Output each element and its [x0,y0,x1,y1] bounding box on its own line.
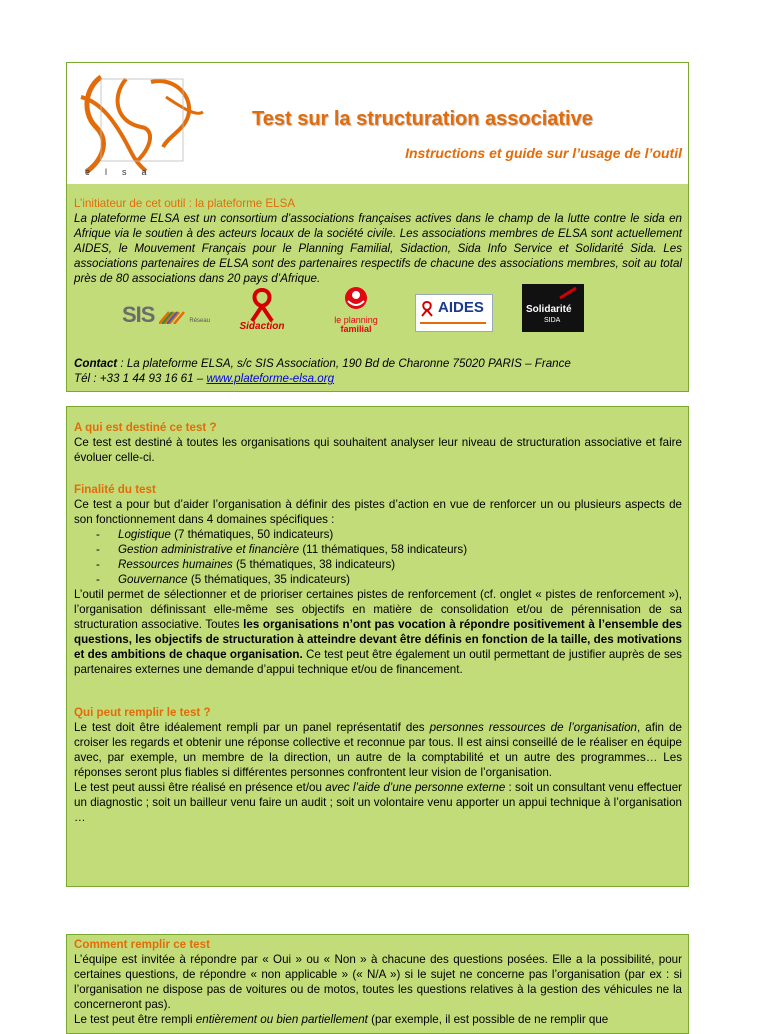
how-heading: Comment remplir ce test [74,938,210,951]
contact-block [74,356,682,386]
domain-list [74,527,682,587]
sidaction-logo: Sidaction [237,288,287,332]
who-section [74,705,682,825]
domain-item: - Ressources humaines (5 thématiques, 38 indicateurs) [74,557,682,572]
domain-item: - Gouvernance (5 thématiques, 35 indicateurs) [74,572,682,587]
aides-ribbon-icon [420,301,434,317]
planning-familial-logo: le planning familial [325,285,387,334]
domain-item: - Gestion administrative et financière (11 thématiques, 58 indicateurs) [74,542,682,557]
elsa-intro-panel [66,62,689,392]
solidarite-sida-logo: Solidarité SIDA [522,284,584,332]
initiator-block [74,196,682,286]
solidarite-sida-icon [558,286,578,300]
audience-text: Ce test est destiné à toutes les organisations qui souhaitent analyser leur niveau de structuration associative et faire évoluer celle-ci. [74,436,682,464]
audience-section [74,420,682,465]
how-text-2: Le test peut être rempli entièrement ou bien partiellement (par exemple, il est possible de ne remplir que [74,1013,609,1026]
page-subtitle: Instructions et guide sur l’usage de l’outil [405,145,682,161]
sis-logo: SIS Réseau [122,302,211,327]
partner-logos [67,294,688,349]
initiator-heading: L’initiateur de cet outil : la plateforme ELSA [74,197,296,210]
page-title: Test sur la structuration associative [252,108,593,130]
tel-line: Tél : +33 1 44 93 16 61 – www.plateforme-elsa.org [74,372,335,385]
elsa-logo [71,67,211,183]
how-text-1: L’équipe est invitée à répondre par « Oui » ou « Non » à chacune des questions posées. Elle a la possibilité, pour certaines questions, de répondre « non applicable » (« N/A ») si le sujet ne concerne pas l’organisation (par ex : si l’organisation ne dispose pas de voitures ou de motos, toutes les questions relatives à la gestion des véhicules ne la concerneront pas). [74,953,682,1011]
who-text-1: Le test doit être idéalement rempli par un panel représentatif des personnes ressources de l’organisation, afin de croiser les regards et obtenir une réponse collective et reconnue par tous. Il est ainsi conseillé de le réaliser en équipe avec, par exemple, un membre de la direction, un autre de la comptabilité et un autre des programmes… Les réponses seront plus fiables si différentes personnes confrontent leur vision de l’organisation. [74,721,682,779]
who-text-2: Le test peut aussi être réalisé en présence et/ou avec l’aide d’une personne externe : soit un consultant venu effectuer un diagnostic ; soit un bailleur venu faire un audit ; soit un volontaire venu apporter un appui technique à l’organisation … [74,781,682,824]
who-heading: Qui peut remplir le test ? [74,706,211,719]
audience-heading: A qui est destiné ce test ? [74,421,217,434]
elsa-logo-text: elsa [85,167,162,177]
how-section [74,937,682,1027]
purpose-heading: Finalité du test [74,483,156,496]
red-ribbon-icon [247,288,277,322]
purpose-intro: Ce test a pour but d’aider l’organisation à définir des pistes d’action en vue de renforcer un ou plusieurs aspects de son fonctionnement dans 4 domaines spécifiques : [74,498,682,526]
aides-logo: AIDES [415,294,493,332]
sis-stripes-icon [159,310,185,324]
planning-familial-icon [343,285,369,311]
purpose-text: L’outil permet de sélectionner et de prioriser certaines pistes de renforcement (cf. onglet « pistes de renforcement »), l’organisation définissant elle-même ses objectifs en matière de consolidation et/ou de pérennisation de sa structuration associative. Toutes les organisations n’ont pas vocation à répondre positivement à l’ensemble des questions, les objectifs de structuration à atteindre devant être définis en fonction de la taille, des motivations et des ambitions de chaque organisation. Ce test peut être également un outil permettant de justifier auprès de ses partenaires externes une demande d’appui technique et/ou de financement. [74,588,682,676]
initiator-text: La plateforme ELSA est un consortium d’associations françaises actives dans le champ de la lutte contre le sida en Afrique via le soutien à des acteurs locaux de la société civile. Les associations membres de ELSA sont actuellement AIDES, le Mouvement Français pour le Planning Familial, Sidaction, Sida Info Service et Solidarité Sida. Les associations partenaires de ELSA sont des partenaires respectifs de chacune des associations membres, soit au total près de 80 associations dans 20 pays d’Afrique. [74,212,682,285]
instructions-panel [66,406,689,887]
how-to-panel [66,934,689,1034]
purpose-section [74,482,682,677]
initiator-section [67,184,688,391]
contact-line: Contact : La plateforme ELSA, s/c SIS Association, 190 Bd de Charonne 75020 PARIS – France [74,357,571,370]
header [67,63,688,184]
website-link[interactable]: www.plateforme-elsa.org [206,372,335,385]
domain-item: - Logistique (7 thématiques, 50 indicateurs) [74,527,682,542]
